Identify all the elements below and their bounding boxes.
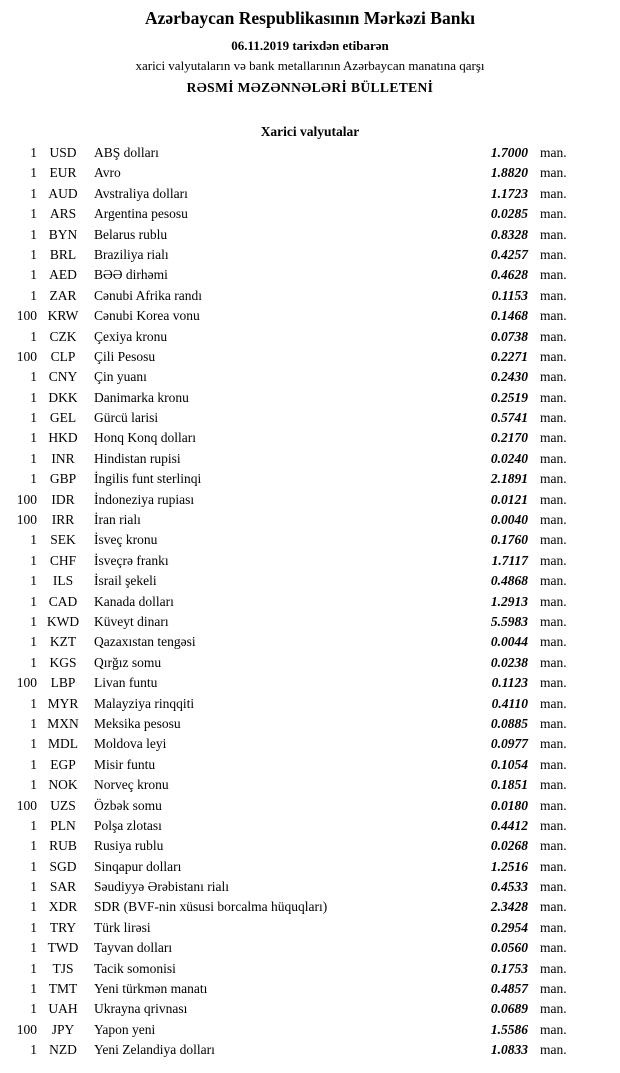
rate-value: 1.2913 — [490, 593, 528, 609]
currency-name: Polşa zlotası — [94, 817, 162, 833]
bulletin-title: RƏSMİ MƏZƏNNƏLƏRİ BÜLLETENİ — [186, 80, 434, 95]
rate-unit: man. — [540, 389, 567, 405]
rate-quantity: 1 — [30, 246, 37, 262]
rate-row — [0, 1022, 620, 1042]
rate-value: 1.8820 — [490, 165, 528, 181]
rate-unit: man. — [540, 328, 567, 344]
rate-row — [0, 1001, 620, 1021]
rate-row — [0, 329, 620, 349]
rate-value: 0.0268 — [490, 838, 528, 854]
rate-unit: man. — [540, 512, 567, 528]
currency-code: EGP — [50, 756, 76, 772]
currency-name: Avstraliya dolları — [94, 185, 188, 201]
currency-name: Küveyt dinarı — [94, 613, 169, 629]
rate-unit: man. — [540, 675, 567, 691]
currency-code: CNY — [48, 369, 78, 385]
currency-code: SAR — [49, 879, 77, 895]
currency-code: BRL — [49, 246, 77, 262]
rate-value: 0.4868 — [490, 573, 528, 589]
currency-name: Meksika pesosu — [94, 715, 181, 731]
currency-name: Cənubi Korea vonu — [94, 308, 200, 324]
rate-quantity: 1 — [30, 430, 37, 446]
rate-unit: man. — [540, 532, 567, 548]
currency-name: İngilis funt sterlinqi — [94, 471, 202, 487]
rate-quantity: 1 — [30, 817, 37, 833]
rate-unit: man. — [540, 226, 567, 242]
page-title: Azərbaycan Respublikasının Mərkəzi Bankı — [144, 8, 476, 28]
exchange-rates-table — [0, 145, 620, 1063]
rate-value: 0.2519 — [490, 389, 528, 405]
rate-quantity: 1 — [30, 389, 37, 405]
rate-unit: man. — [540, 145, 567, 160]
rate-quantity: 1 — [30, 145, 37, 160]
currency-code: CHF — [49, 552, 77, 568]
rate-value: 2.3428 — [490, 899, 528, 915]
currency-code: DKK — [48, 389, 78, 405]
rate-quantity: 1 — [30, 471, 37, 487]
currency-name: Tayvan dolları — [94, 940, 173, 956]
rate-quantity: 1 — [30, 226, 37, 242]
rate-value: 0.8328 — [490, 226, 528, 242]
rate-quantity: 1 — [30, 919, 37, 935]
rate-unit: man. — [540, 838, 567, 854]
rate-unit: man. — [540, 715, 567, 731]
currency-code: TRY — [49, 919, 77, 935]
rate-quantity: 1 — [30, 552, 37, 568]
rate-row — [0, 798, 620, 818]
rate-row — [0, 716, 620, 736]
rate-value: 0.0180 — [490, 797, 528, 813]
rate-unit: man. — [540, 634, 567, 650]
rate-quantity: 1 — [30, 981, 37, 997]
currency-name: Səudiyyə Ərəbistanı rialı — [94, 879, 229, 895]
currency-name: İndoneziya rupiası — [94, 491, 195, 507]
rate-value: 0.0040 — [490, 512, 528, 528]
currency-name: Hindistan rupisi — [94, 450, 181, 466]
currency-code: TJS — [52, 960, 74, 976]
rate-quantity: 1 — [30, 756, 37, 772]
rate-value: 0.4533 — [490, 879, 528, 895]
rate-row — [0, 553, 620, 573]
rate-value: 0.4257 — [490, 246, 528, 262]
rate-row — [0, 1042, 620, 1062]
rate-quantity: 1 — [30, 206, 37, 222]
currency-code: TWD — [47, 940, 79, 956]
currency-code: INR — [51, 450, 75, 466]
rate-unit: man. — [540, 1021, 567, 1037]
rate-value: 0.1153 — [491, 287, 528, 303]
currency-name: Çili Pesosu — [94, 348, 156, 364]
rate-row — [0, 145, 620, 165]
rate-unit: man. — [540, 695, 567, 711]
rate-value: 0.0689 — [490, 1001, 528, 1017]
rate-quantity: 1 — [30, 532, 37, 548]
rate-unit: man. — [540, 1001, 567, 1017]
currency-name: Yapon yeni — [94, 1021, 156, 1037]
rate-quantity: 100 — [16, 348, 37, 364]
currency-name: Belarus rublu — [94, 226, 168, 242]
currency-name: Honq Konq dolları — [94, 430, 196, 446]
rate-value: 5.5983 — [490, 613, 528, 629]
currency-name: Cənubi Afrika randı — [94, 287, 202, 303]
rate-unit: man. — [540, 899, 567, 915]
rate-unit: man. — [540, 613, 567, 629]
rate-value: 0.4628 — [490, 267, 528, 283]
currency-name: Danimarka kronu — [94, 389, 189, 405]
rate-unit: man. — [540, 817, 567, 833]
currency-code: AUD — [48, 185, 78, 201]
currency-name: Kanada dolları — [94, 593, 174, 609]
rate-unit: man. — [540, 960, 567, 976]
currency-name: BƏƏ dirhəmi — [94, 267, 168, 283]
currency-name: Avro — [94, 165, 121, 181]
rate-row — [0, 390, 620, 410]
rate-value: 1.7000 — [490, 145, 528, 160]
currency-code: BYN — [48, 226, 78, 242]
rate-quantity: 1 — [30, 450, 37, 466]
rate-quantity: 1 — [30, 654, 37, 670]
rate-unit: man. — [540, 410, 567, 426]
rate-row — [0, 532, 620, 552]
rate-value: 0.2430 — [490, 369, 528, 385]
rate-unit: man. — [540, 756, 567, 772]
rate-value: 0.1123 — [491, 675, 528, 691]
rate-unit: man. — [540, 940, 567, 956]
currency-code: KZT — [49, 634, 77, 650]
currency-name: Livan funtu — [94, 675, 158, 691]
rate-value: 0.0285 — [490, 206, 528, 222]
rate-quantity: 100 — [16, 1021, 37, 1037]
rate-row — [0, 818, 620, 838]
rate-value: 2.1891 — [490, 471, 528, 487]
rate-quantity: 100 — [16, 797, 37, 813]
rate-value: 0.0240 — [490, 450, 528, 466]
rate-value: 1.1723 — [490, 185, 528, 201]
rate-row — [0, 165, 620, 185]
currency-code: EUR — [49, 165, 77, 181]
rate-value: 0.2170 — [490, 430, 528, 446]
currency-name: Rusiya rublu — [94, 838, 164, 854]
rate-unit: man. — [540, 981, 567, 997]
rate-unit: man. — [540, 430, 567, 446]
rate-row — [0, 186, 620, 206]
rate-value: 0.4110 — [491, 695, 528, 711]
currency-name: Tacik somonisi — [94, 960, 176, 976]
currency-code: RUB — [49, 838, 77, 854]
rate-row — [0, 573, 620, 593]
currency-code: ARS — [49, 206, 77, 222]
rate-quantity: 1 — [30, 328, 37, 344]
rate-unit: man. — [540, 267, 567, 283]
rate-row — [0, 696, 620, 716]
rate-quantity: 1 — [30, 1001, 37, 1017]
rate-row — [0, 430, 620, 450]
rate-value: 0.4412 — [490, 817, 528, 833]
currency-name: Norveç kronu — [94, 777, 169, 793]
rate-row — [0, 981, 620, 1001]
rate-unit: man. — [540, 593, 567, 609]
rate-quantity: 1 — [30, 410, 37, 426]
currency-name: Özbək somu — [94, 797, 162, 813]
currency-name: SDR (BVF-nin xüsusi borcalma hüquqları) — [94, 899, 328, 915]
currency-code: SGD — [49, 858, 77, 874]
rate-quantity: 1 — [30, 736, 37, 752]
currency-name: Braziliya rialı — [94, 246, 169, 262]
rate-quantity: 1 — [30, 879, 37, 895]
currency-code: ILS — [52, 573, 74, 589]
currency-code: KRW — [47, 308, 79, 324]
rate-quantity: 100 — [16, 512, 37, 528]
rate-row — [0, 471, 620, 491]
rate-row — [0, 349, 620, 369]
rate-row — [0, 369, 620, 389]
currency-code: GEL — [49, 410, 77, 426]
rate-value: 0.1753 — [490, 960, 528, 976]
rate-row — [0, 634, 620, 654]
rate-value: 0.0044 — [490, 634, 528, 650]
rate-value: 0.4857 — [490, 981, 528, 997]
rate-unit: man. — [540, 185, 567, 201]
rate-row — [0, 736, 620, 756]
rate-unit: man. — [540, 287, 567, 303]
rate-unit: man. — [540, 165, 567, 181]
rate-row — [0, 594, 620, 614]
rate-quantity: 1 — [30, 185, 37, 201]
rate-value: 0.1468 — [490, 308, 528, 324]
currency-code: IDR — [51, 491, 75, 507]
rate-row — [0, 920, 620, 940]
rate-unit: man. — [540, 491, 567, 507]
currency-code: ZAR — [49, 287, 77, 303]
rate-quantity: 100 — [16, 308, 37, 324]
rate-value: 0.1851 — [490, 777, 528, 793]
currency-name: Malayziya rinqqiti — [94, 695, 195, 711]
currency-name: Ukrayna qrivnası — [94, 1001, 188, 1017]
rate-row — [0, 247, 620, 267]
rate-row — [0, 940, 620, 960]
currency-name: İsrail şekeli — [94, 573, 157, 589]
rate-value: 0.0560 — [490, 940, 528, 956]
currency-name: Yeni Zelandiya dolları — [94, 1042, 215, 1058]
currency-code: USD — [49, 145, 77, 160]
rate-row — [0, 838, 620, 858]
rate-quantity: 1 — [30, 960, 37, 976]
rate-value: 0.2954 — [490, 919, 528, 935]
rate-value: 1.5586 — [490, 1021, 528, 1037]
rate-quantity: 1 — [30, 613, 37, 629]
rate-quantity: 100 — [16, 675, 37, 691]
rate-unit: man. — [540, 246, 567, 262]
rate-unit: man. — [540, 308, 567, 324]
currency-name: Misir funtu — [94, 756, 156, 772]
rate-value: 0.2271 — [490, 348, 528, 364]
rate-quantity: 1 — [30, 899, 37, 915]
rate-quantity: 1 — [30, 369, 37, 385]
rate-value: 0.0238 — [490, 654, 528, 670]
currency-name: Qazaxıstan tengəsi — [94, 634, 196, 650]
rate-value: 1.0833 — [490, 1042, 528, 1058]
currency-code: SEK — [50, 532, 76, 548]
rate-value: 0.1054 — [490, 756, 528, 772]
rate-quantity: 1 — [30, 573, 37, 589]
currency-code: NZD — [49, 1042, 77, 1058]
rate-quantity: 1 — [30, 1042, 37, 1058]
rate-unit: man. — [540, 879, 567, 895]
currency-code: PLN — [50, 817, 76, 833]
rate-unit: man. — [540, 654, 567, 670]
currency-code: MXN — [47, 715, 79, 731]
rate-quantity: 1 — [30, 287, 37, 303]
currency-name: ABŞ dolları — [94, 145, 159, 160]
rate-unit: man. — [540, 919, 567, 935]
rate-row — [0, 492, 620, 512]
section-title-foreign-currencies: Xarici valyutalar — [260, 124, 360, 139]
rate-value: 1.7117 — [491, 552, 528, 568]
rate-value: 1.2516 — [490, 858, 528, 874]
rate-row — [0, 512, 620, 532]
rate-quantity: 1 — [30, 858, 37, 874]
currency-code: IRR — [51, 512, 75, 528]
currency-code: JPY — [51, 1021, 75, 1037]
rate-unit: man. — [540, 369, 567, 385]
rate-unit: man. — [540, 736, 567, 752]
rate-quantity: 1 — [30, 593, 37, 609]
rate-row — [0, 451, 620, 471]
rate-unit: man. — [540, 777, 567, 793]
currency-code: KWD — [46, 613, 80, 629]
rate-row — [0, 227, 620, 247]
currency-name: Argentina pesosu — [94, 206, 188, 222]
rate-row — [0, 961, 620, 981]
rate-row — [0, 879, 620, 899]
currency-name: Çin yuanı — [94, 369, 147, 385]
currency-code: NOK — [48, 777, 78, 793]
currency-code: TMT — [48, 981, 78, 997]
rate-value: 0.0738 — [490, 328, 528, 344]
rate-unit: man. — [540, 471, 567, 487]
currency-code: MYR — [47, 695, 79, 711]
rate-quantity: 1 — [30, 715, 37, 731]
currency-code: HKD — [48, 430, 78, 446]
rate-unit: man. — [540, 552, 567, 568]
rate-quantity: 1 — [30, 267, 37, 283]
currency-code: XDR — [48, 899, 78, 915]
currency-code: KGS — [49, 654, 77, 670]
rate-row — [0, 288, 620, 308]
rate-unit: man. — [540, 450, 567, 466]
currency-code: LBP — [50, 675, 76, 691]
currency-code: CLP — [50, 348, 76, 364]
rate-unit: man. — [540, 1042, 567, 1058]
currency-name: Türk lirəsi — [94, 919, 151, 935]
rate-row — [0, 614, 620, 634]
rate-row — [0, 859, 620, 879]
rate-quantity: 100 — [16, 491, 37, 507]
currency-code: UAH — [48, 1001, 78, 1017]
rate-unit: man. — [540, 858, 567, 874]
rate-unit: man. — [540, 348, 567, 364]
rate-row — [0, 267, 620, 287]
rate-row — [0, 655, 620, 675]
currency-name: İsveçrə frankı — [94, 552, 169, 568]
currency-name: İsveç kronu — [94, 532, 158, 548]
currency-code: GBP — [49, 471, 77, 487]
rate-value: 0.5741 — [490, 410, 528, 426]
currency-code: CZK — [49, 328, 77, 344]
rate-row — [0, 899, 620, 919]
currency-code: CAD — [48, 593, 78, 609]
rate-quantity: 1 — [30, 695, 37, 711]
rate-unit: man. — [540, 206, 567, 222]
currency-code: UZS — [50, 797, 76, 813]
rate-value: 0.0121 — [490, 491, 528, 507]
rate-unit: man. — [540, 797, 567, 813]
currency-name: Qırğız somu — [94, 654, 162, 670]
rate-quantity: 1 — [30, 634, 37, 650]
rate-row — [0, 206, 620, 226]
rate-row — [0, 757, 620, 777]
rate-quantity: 1 — [30, 165, 37, 181]
rate-value: 0.0977 — [490, 736, 528, 752]
currency-name: Gürcü larisi — [94, 410, 159, 426]
currency-code: AED — [49, 267, 77, 283]
currency-code: MDL — [48, 736, 78, 752]
rate-unit: man. — [540, 573, 567, 589]
rate-row — [0, 777, 620, 797]
currency-name: Sinqapur dolları — [94, 858, 182, 874]
rate-value: 0.0885 — [490, 715, 528, 731]
rate-row — [0, 675, 620, 695]
currency-name: Yeni türkmən manatı — [94, 981, 208, 997]
effective-date: 06.11.2019 tarixdən etibarən — [231, 38, 389, 53]
rate-quantity: 1 — [30, 838, 37, 854]
currency-name: İran rialı — [94, 512, 141, 528]
rate-row — [0, 308, 620, 328]
rate-quantity: 1 — [30, 940, 37, 956]
currency-name: Moldova leyi — [94, 736, 167, 752]
bulletin-subtitle: xarici valyutaların və bank metallarının Azərbaycan manatına qarşı — [135, 58, 485, 73]
rate-quantity: 1 — [30, 777, 37, 793]
currency-name: Çexiya kronu — [94, 328, 168, 344]
rate-row — [0, 410, 620, 430]
rate-value: 0.1760 — [490, 532, 528, 548]
